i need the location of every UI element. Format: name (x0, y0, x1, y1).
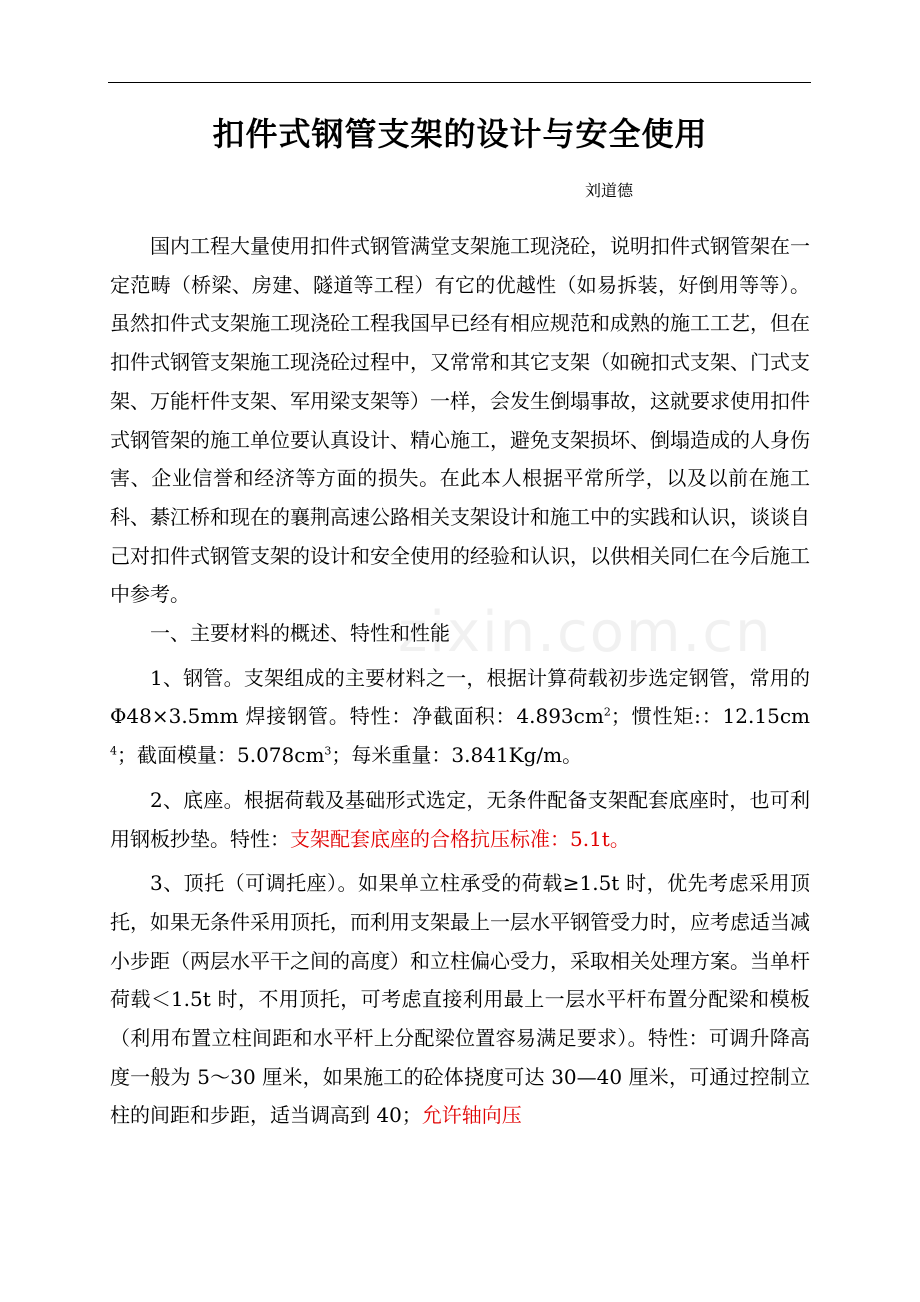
item-top-support-text: 3、顶托（可调托座）。如果单立柱承受的荷载≥1.5t 时，优先考虑采用顶托，如果无条件采用顶托，而利用支架最上一层水平钢管受力时，应考虑适当减小步距（两层水平干之间的高度）和立柱偏心受力，采取相关处理方案。当单杆荷载＜1.5t 时，不用顶托，可考虑直接利用最上一层水平杆布置分配梁和模板（利用布置立柱间距和水平杆上分配梁位置容易满足要求）。特性：可调升降高度一般为 5～30 厘米，如果施工的砼体挠度可达 30—40 厘米，可通过控制立柱的间距和步距，适当调高到 40； (110, 871, 810, 1128)
document-body (110, 227, 810, 1135)
item-base-highlight: 支架配套底座的合格抗压标准：5.1t。 (290, 826, 630, 851)
author-name: 刘道德 (585, 181, 634, 200)
item-steel-pipe (110, 659, 810, 775)
watermark: zixin.com.cn (398, 600, 773, 665)
superscript: 2 (603, 705, 611, 719)
intro-paragraph: 国内工程大量使用扣件式钢管满堂支架施工现浇砼，说明扣件式钢管架在一定范畴（桥梁、房建、隧道等工程）有它的优越性（如易拆装，好倒用等等）。虽然扣件式支架施工现浇砼工程我国早已经有相应规范和成熟的施工工艺，但在扣件式钢管支架施工现浇砼过程中，又常常和其它支架（如碗扣式支架、门式支架、万能杆件支架、军用梁支架等）一样，会发生倒塌事故，这就要求使用扣件式钢管架的施工单位要认真设计、精心施工，避免支架损坏、倒塌造成的人身伤害、企业信誉和经济等方面的损失。在此本人根据平常所学，以及以前在施工科、綦江桥和现在的襄荆高速公路相关支架设计和施工中的实践和认识，谈谈自己对扣件式钢管支架的设计和安全使用的经验和认识，以供相关同仁在今后施工中参考。 (110, 234, 810, 607)
superscript: 3 (324, 744, 332, 758)
item-steel-pipe-text-b: ；惯性矩:：12.15cm (610, 704, 810, 729)
item-steel-pipe-text-c: ；截面模量：5.078cm (117, 743, 325, 768)
section-heading: 一、主要材料的概述、特性和性能 (150, 621, 450, 646)
item-base (110, 781, 810, 858)
document-title: 扣件式钢管支架的设计与安全使用 (212, 115, 708, 153)
header-rule (108, 82, 811, 83)
item-steel-pipe-text-d: ；每米重量：3.841Kg/m。 (331, 743, 583, 768)
item-steel-pipe-text-a: 1、钢管。支架组成的主要材料之一，根据计算荷载初步选定钢管，常用的Φ48×3.5mm 焊接钢管。特性：净截面积：4.893cm (110, 665, 810, 729)
item-base-text: 2、底座。根据荷载及基础形式选定，无条件配备支架配套底座时，也可利用钢板抄垫。特性： (110, 787, 810, 851)
item-top-support-highlight: 允许轴向压 (421, 1103, 522, 1128)
superscript: 4 (110, 744, 117, 758)
item-top-support (110, 864, 810, 1135)
